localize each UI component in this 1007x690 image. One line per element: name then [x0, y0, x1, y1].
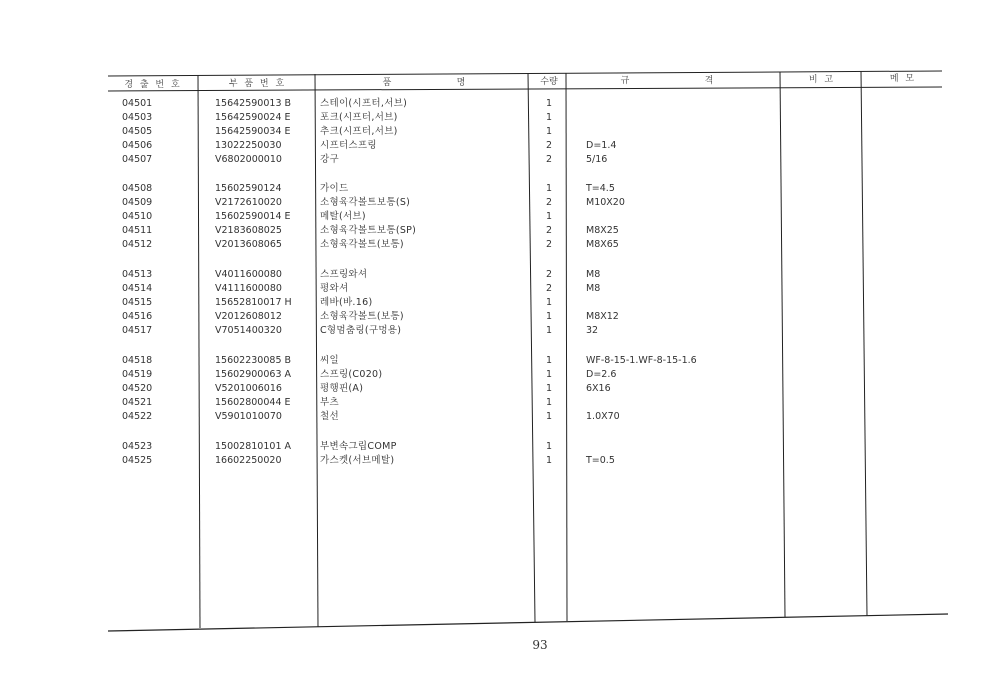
part-number: V4111600080 — [215, 283, 282, 294]
item-number: 04518 — [122, 355, 153, 366]
part-name: C형멈춤링(구멍용) — [320, 325, 402, 336]
specification: WF-8-15-1.WF-8-15-1.6 — [586, 355, 697, 366]
specification: M8X12 — [586, 311, 619, 322]
specification: M8 — [586, 283, 601, 294]
page-number: 93 — [532, 638, 548, 652]
part-number: V2013608065 — [215, 239, 282, 250]
part-name: 강구 — [320, 154, 339, 165]
table-row — [0, 282, 1007, 296]
specification: M8X65 — [586, 239, 619, 250]
quantity: 1 — [546, 183, 553, 194]
quantity: 1 — [546, 383, 553, 394]
specification: M8 — [586, 269, 601, 280]
quantity: 2 — [546, 269, 553, 280]
table-row — [0, 354, 1007, 368]
quantity: 1 — [546, 112, 553, 123]
table-row — [0, 368, 1007, 382]
part-number: 15602900063 A — [215, 369, 292, 380]
part-name: 평행핀(A) — [320, 383, 364, 394]
specification: 32 — [586, 325, 599, 336]
part-name: 부츠 — [320, 397, 339, 408]
quantity: 1 — [546, 325, 553, 336]
table-row — [0, 310, 1007, 324]
table-row — [0, 268, 1007, 282]
part-name: 레바(바.16) — [320, 297, 373, 308]
part-name: 추크(시프터,서브) — [320, 126, 398, 137]
table-row — [0, 210, 1007, 224]
part-number: 15642590034 E — [215, 126, 291, 137]
part-number: V2172610020 — [215, 197, 282, 208]
quantity: 2 — [546, 140, 553, 151]
part-name: 부변속그립COMP — [320, 441, 397, 452]
part-name: 평와셔 — [320, 283, 349, 294]
header-qty: 수량 — [540, 77, 558, 87]
header-part-no: 부 품 번 호 — [228, 79, 287, 89]
part-number: V5201006016 — [215, 383, 282, 394]
part-name: 스테이(시프터,서브) — [320, 98, 408, 109]
item-number: 04515 — [122, 297, 153, 308]
part-name: 소형육각볼트보통(S) — [320, 197, 411, 208]
specification: M8X25 — [586, 225, 619, 236]
part-name: 스프링와셔 — [320, 269, 368, 280]
part-name: 소형육각볼트보통(SP) — [320, 225, 417, 236]
specification: T=4.5 — [586, 183, 615, 194]
table-row — [0, 196, 1007, 210]
part-number: 15602590124 — [215, 183, 282, 194]
part-number: V2183608025 — [215, 225, 282, 236]
item-number: 04512 — [122, 239, 153, 250]
part-number: V5901010070 — [215, 411, 282, 422]
quantity: 1 — [546, 211, 553, 222]
item-number: 04513 — [122, 269, 153, 280]
table-row — [0, 440, 1007, 454]
header-remarks: 비 고 — [808, 75, 836, 85]
quantity: 2 — [546, 283, 553, 294]
header-name-b: 명 — [456, 78, 468, 88]
item-number: 04514 — [122, 283, 153, 294]
table-row — [0, 224, 1007, 238]
quantity: 1 — [546, 311, 553, 322]
quantity: 1 — [546, 397, 553, 408]
specification: D=1.4 — [586, 140, 617, 151]
part-number: 15002810101 A — [215, 441, 292, 452]
table-row — [0, 396, 1007, 410]
part-name: 소형육각볼트(보통) — [320, 311, 404, 322]
quantity: 1 — [546, 355, 553, 366]
part-name: 스프링(C020) — [320, 369, 383, 380]
table-row — [0, 238, 1007, 252]
quantity: 1 — [546, 297, 553, 308]
quantity: 1 — [546, 126, 553, 137]
item-number: 04522 — [122, 411, 153, 422]
header-spec-a: 규 — [620, 76, 632, 86]
part-number: 15602590014 E — [215, 211, 291, 222]
item-number: 04506 — [122, 140, 153, 151]
quantity: 1 — [546, 455, 553, 466]
part-number: 15602800044 E — [215, 397, 291, 408]
quantity: 1 — [546, 441, 553, 452]
specification: D=2.6 — [586, 369, 617, 380]
part-number: 13022250030 — [215, 140, 282, 151]
part-number: 15652810017 H — [215, 297, 292, 308]
quantity: 1 — [546, 98, 553, 109]
part-number: 15642590013 B — [215, 98, 292, 109]
quantity: 1 — [546, 411, 553, 422]
item-number: 04523 — [122, 441, 153, 452]
part-number: 16602250020 — [215, 455, 282, 466]
specification: 1.0X70 — [586, 411, 620, 422]
part-number: V4011600080 — [215, 269, 282, 280]
part-number: V6802000010 — [215, 154, 282, 165]
specification: T=0.5 — [586, 455, 615, 466]
item-number: 04520 — [122, 383, 153, 394]
table-row — [0, 410, 1007, 424]
part-name: 소형육각볼트(보통) — [320, 239, 404, 250]
table-row — [0, 125, 1007, 139]
part-name: 포크(시프터,서브) — [320, 112, 398, 123]
item-number: 04503 — [122, 112, 153, 123]
table-row — [0, 97, 1007, 111]
specification: M10X20 — [586, 197, 625, 208]
header-memo: 메 모 — [889, 74, 917, 84]
specification: 5/16 — [586, 154, 608, 165]
item-number: 04511 — [122, 225, 153, 236]
specification: 6X16 — [586, 383, 611, 394]
quantity: 2 — [546, 154, 553, 165]
table-row — [0, 324, 1007, 338]
item-number: 04508 — [122, 183, 153, 194]
item-number: 04525 — [122, 455, 153, 466]
header-name-a: 품 — [382, 78, 394, 88]
item-number: 04509 — [122, 197, 153, 208]
item-number: 04501 — [122, 98, 153, 109]
part-number: V2012608012 — [215, 311, 282, 322]
part-number: V7051400320 — [215, 325, 282, 336]
quantity: 2 — [546, 239, 553, 250]
part-name: 가스켓(서브메탈) — [320, 455, 395, 466]
item-number: 04519 — [122, 369, 153, 380]
part-name: 씨일 — [320, 355, 339, 366]
item-number: 04516 — [122, 311, 153, 322]
table-row — [0, 182, 1007, 196]
table-row — [0, 454, 1007, 468]
table-row — [0, 111, 1007, 125]
table-row — [0, 153, 1007, 167]
part-name: 가이드 — [320, 183, 349, 194]
header-item-no: 경 출 번 호 — [124, 80, 182, 90]
header-spec-b: 격 — [704, 76, 716, 86]
item-number: 04517 — [122, 325, 153, 336]
item-number: 04507 — [122, 154, 153, 165]
part-number: 15642590024 E — [215, 112, 291, 123]
table-row — [0, 382, 1007, 396]
table-row — [0, 139, 1007, 153]
table-row — [0, 296, 1007, 310]
item-number: 04521 — [122, 397, 153, 408]
part-name: 철선 — [320, 411, 339, 422]
part-number: 15602230085 B — [215, 355, 292, 366]
part-name: 시프터스프링 — [320, 140, 377, 151]
item-number: 04510 — [122, 211, 153, 222]
quantity: 1 — [546, 369, 553, 380]
quantity: 2 — [546, 197, 553, 208]
item-number: 04505 — [122, 126, 153, 137]
quantity: 2 — [546, 225, 553, 236]
part-name: 메탈(서브) — [320, 211, 366, 222]
